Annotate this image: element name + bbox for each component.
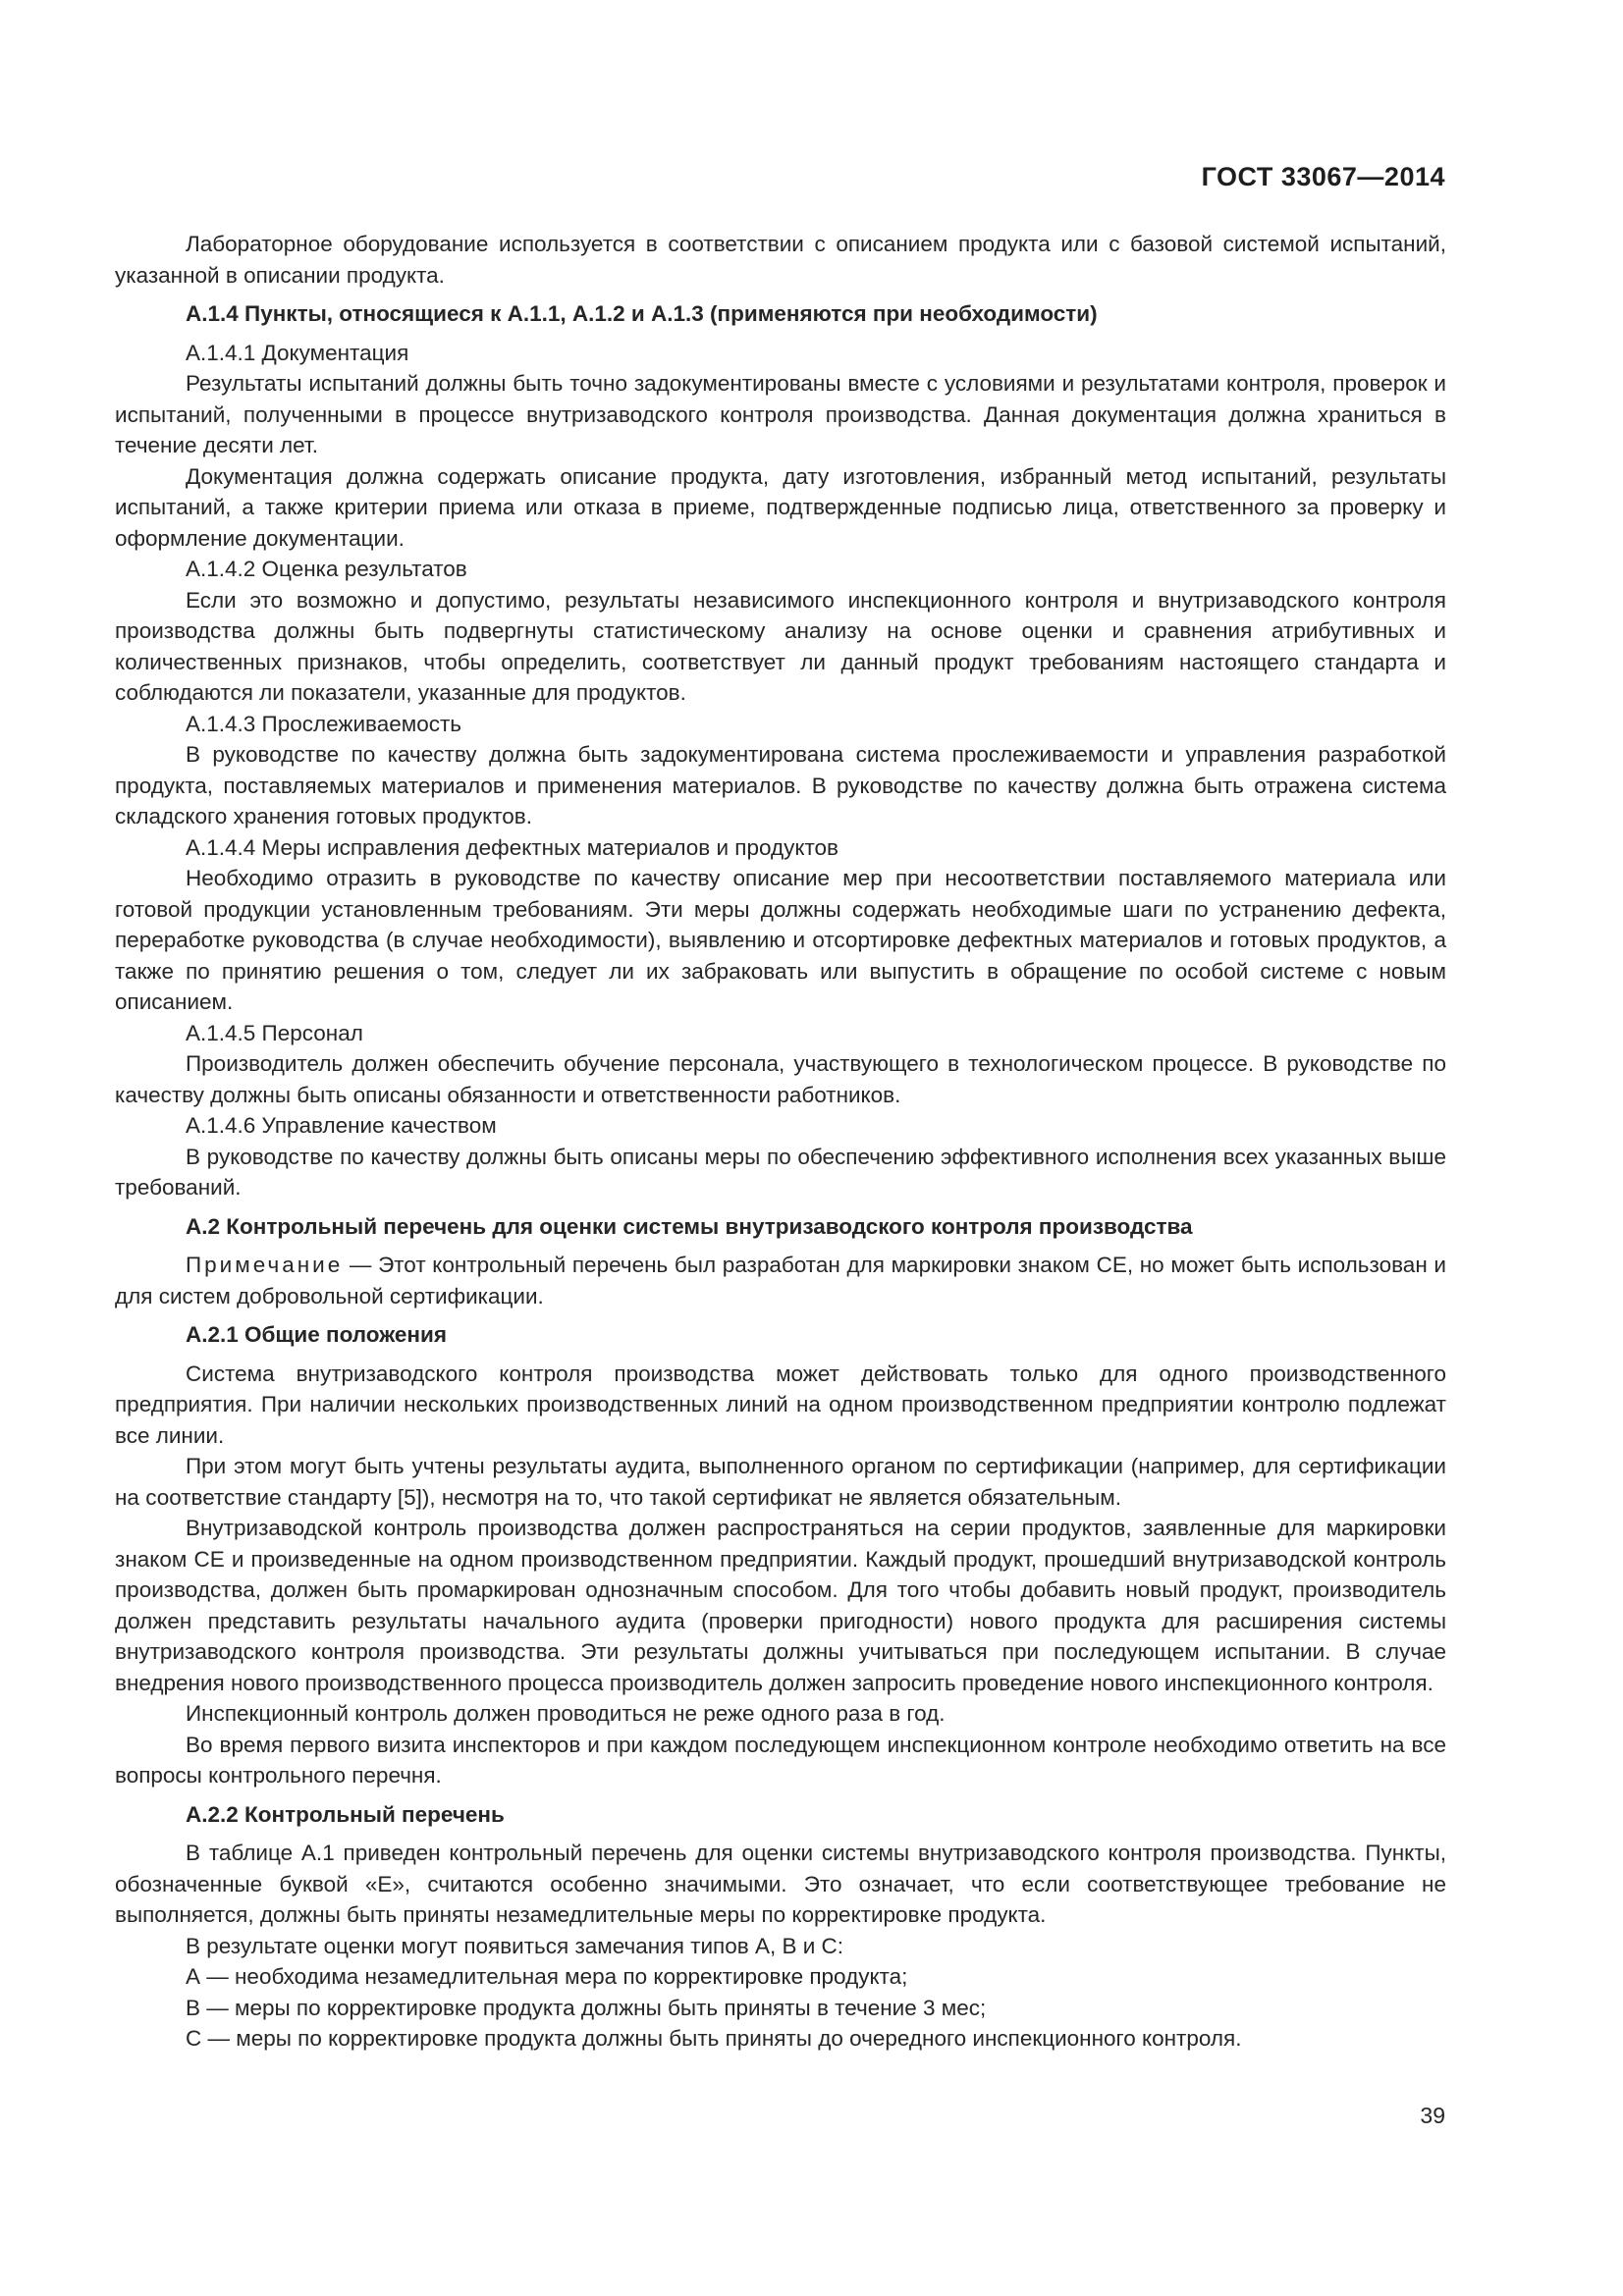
note [115, 1250, 1446, 1311]
document-header: ГОСТ 33067—2014 [1201, 162, 1445, 191]
paragraph: Если это возможно и допустимо, результаты независимого инспекционного контроля и внутризаводского контроля производства должны быть подвергнуты статистическому анализу на основе оценки и сравнения атрибутивных и количественных признаков, чтобы определить, соответствует ли данный продукт требованиям настоящего стандарта и соблюдаются ли показатели, указанные для продуктов. [115, 587, 1446, 705]
paragraph: Лабораторное оборудование используется в соответствии с описанием продукта или с базовой системой испытаний, указанной в описании продукта. [115, 232, 1446, 288]
paragraph: В руководстве по качеству должны быть описаны меры по обеспечению эффективного исполнения всех указанных выше требований. [115, 1144, 1446, 1200]
paragraph: Система внутризаводского контроля производства может действовать только для одного производственного предприятия. При наличии нескольких производственных линий на одном производственном предприятии контролю подлежат все линии. [115, 1361, 1446, 1448]
note-text: — Этот контрольный перечень был разработан для маркировки знаком СЕ, но может быть использован и для систем добровольной сертификации. [115, 1253, 1446, 1308]
subsection-heading-a143: А.1.4.3 Прослеживаемость [186, 711, 461, 736]
list-item: В — меры по корректировке продукта должны быть приняты в течение 3 мес; [186, 1995, 987, 2020]
paragraph: В руководстве по качеству должна быть задокументирована система прослеживаемости и управления разработкой продукта, поставляемых материалов и применения материалов. В руководстве по качеству должна быть отражена система складского хранения готовых продуктов. [115, 742, 1446, 828]
subsection-heading-a146: А.1.4.6 Управление качеством [186, 1113, 497, 1138]
section-heading-a14: А.1.4 Пункты, относящиеся к А.1.1, А.1.2 и А.1.3 (применяются при необходимости) [186, 301, 1098, 326]
paragraph: В результате оценки могут появиться замечания типов А, В и С: [186, 1933, 844, 1958]
paragraph: Необходимо отразить в руководстве по качеству описание мер при несоответствии поставляемого материала или готовой продукции установленным требованиям. Эти меры должны содержать необходимые шаги по устранению дефекта, переработке руководства (в случае необходимости), выявлению и отсортировке дефектных материалов и готовых продуктов, а также по принятию решения о том, следует ли их забраковать или выпустить в обращение по особой системе с новым описанием. [115, 866, 1446, 1014]
paragraph: Документация должна содержать описание продукта, дату изготовления, избранный метод испытаний, результаты испытаний, а также критерии приема или отказа в приеме, подтвержденные подписью лица, ответственного за проверку и оформление документации. [115, 463, 1446, 551]
section-heading-a22: А.2.2 Контрольный перечень [186, 1801, 505, 1827]
paragraph: В таблице А.1 приведен контрольный перечень для оценки системы внутризаводского контроля производства. Пункты, обозначенные буквой «Е», считаются особенно значимыми. Это означает, что если соответствующее требование не выполняется, должны быть приняты незамедлительные меры по корректировке продукта. [115, 1841, 1446, 1927]
subsection-heading-a144: А.1.4.4 Меры исправления дефектных материалов и продуктов [186, 834, 839, 860]
paragraph: Инспекционный контроль должен проводиться не реже одного раза в год. [186, 1701, 946, 1726]
document-body [115, 229, 1446, 2055]
list-item: А — необходима незамедлительная мера по корректировке продукта; [186, 1964, 908, 1989]
page-number: 39 [1420, 2103, 1445, 2128]
paragraph: Во время первого визита инспекторов и при каждом последующем инспекционном контроле необходимо ответить на все вопросы контрольного перечня. [115, 1732, 1446, 1788]
list-item: С — меры по корректировке продукта должны быть приняты до очередного инспекционного контроля. [186, 2026, 1242, 2051]
subsection-heading-a142: А.1.4.2 Оценка результатов [186, 557, 467, 581]
subsection-heading-a145: А.1.4.5 Персонал [186, 1020, 363, 1045]
paragraph: Внутризаводской контроль производства должен распространяться на серии продуктов, заявленные для маркировки знаком СЕ и произведенные на одном производственном предприятии. Каждый продукт, прошедший внутризаводской контроль производства, должен быть промаркирован однозначным способом. Для того чтобы добавить новый продукт, производитель должен представить результаты начального аудита (проверки пригодности) нового продукта для расширения системы внутризаводского контроля производства. Эти результаты должны учитываться при последующем испытании. В случае внедрения нового производственного процесса производитель должен запросить проведение нового инспекционного контроля. [115, 1516, 1446, 1695]
note-label: Примечание [186, 1253, 344, 1277]
paragraph: При этом могут быть учтены результаты аудита, выполненного органом по сертификации (например, для сертификации на соответствие стандарту [5]), несмотря на то, что такой сертификат не является обязательным. [115, 1454, 1446, 1510]
section-heading-a21: А.2.1 Общие положения [186, 1322, 447, 1347]
paragraph: Производитель должен обеспечить обучение персонала, участвующего в технологическом процессе. В руководстве по качеству должны быть описаны обязанности и ответственности работников. [115, 1051, 1446, 1107]
section-heading-a2: А.2 Контрольный перечень для оценки системы внутризаводского контроля производства [186, 1213, 1193, 1239]
paragraph: Результаты испытаний должны быть точно задокументированы вместе с условиями и результатами контроля, проверок и испытаний, полученными в процессе внутризаводского контроля производства. Данная документация должна храниться в течение десяти лет. [115, 371, 1446, 457]
subsection-heading-a141: А.1.4.1 Документация [186, 340, 409, 365]
